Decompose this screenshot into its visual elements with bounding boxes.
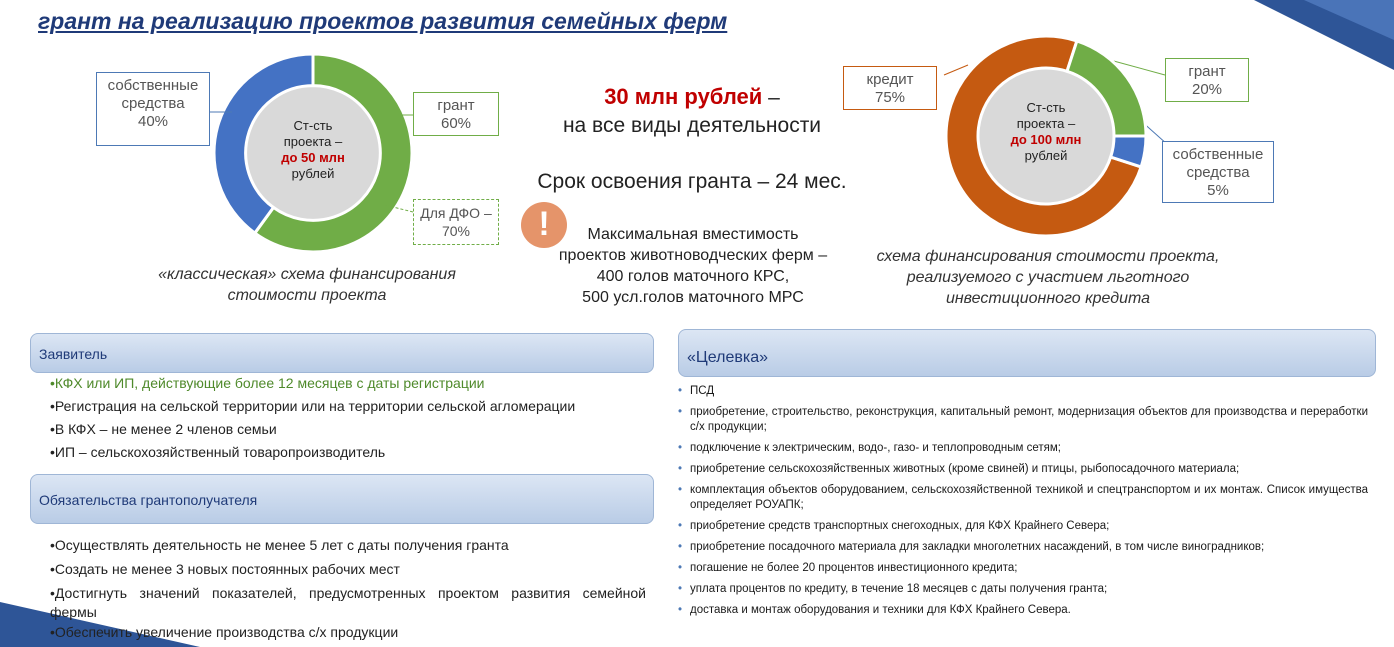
callout-label: собственные средства bbox=[107, 77, 199, 112]
capacity-line: Максимальная вместимость bbox=[587, 226, 799, 243]
capacity-info bbox=[540, 224, 846, 308]
callout-label: грант bbox=[1188, 63, 1226, 80]
list-item: •КФХ или ИП, действующие более 12 месяцев с даты регистрации bbox=[50, 375, 485, 391]
callout-label: Для ДФО – 70% bbox=[420, 205, 492, 239]
callout-label: кредит bbox=[866, 71, 914, 88]
callout-value: 20% bbox=[1191, 81, 1223, 98]
list-item: • приобретение посадочного материала для закладки многолетних насаждений, в том числе виноградников; bbox=[678, 540, 1368, 555]
right-donut-center bbox=[996, 100, 1096, 164]
center-line: проекта – bbox=[283, 134, 343, 149]
caption-line: «классическая» схема финансирования bbox=[158, 266, 456, 283]
own-funds-callout bbox=[96, 72, 210, 146]
center-line: проекта – bbox=[1016, 116, 1076, 131]
capacity-line: 500 усл.голов маточного МРС bbox=[582, 289, 804, 306]
left-chart-caption bbox=[120, 264, 494, 306]
page-title: грант на реализацию проектов развития семейных ферм bbox=[38, 8, 728, 34]
applicant-list bbox=[50, 375, 575, 467]
center-line: рублей bbox=[291, 166, 335, 181]
caption-line: стоимости проекта bbox=[227, 287, 387, 304]
list-item: •Осуществлять деятельность не менее 5 лет с даты получения гранта bbox=[50, 537, 509, 553]
applicant-header: Заявитель bbox=[30, 333, 654, 373]
grant-amount-dash: – bbox=[762, 86, 780, 109]
list-item: •Обеспечить увеличение производства с/х продукции bbox=[50, 624, 399, 640]
grant-term: Срок освоения гранта – 24 мес. bbox=[537, 170, 847, 193]
list-item: • ПСД bbox=[678, 384, 1368, 399]
list-item: • комплектация объектов оборудованием, сельскохозяйственной техникой и спецтранспортом и их монтаж. Список имущества определяет РОУАПК; bbox=[678, 483, 1368, 513]
grant-amount-value: 30 млн рублей bbox=[604, 84, 763, 109]
capacity-line: проектов животноводческих ферм – bbox=[558, 247, 828, 264]
target-use-header: «Целевка» bbox=[678, 329, 1376, 377]
center-line: Ст-сть bbox=[1026, 100, 1066, 115]
list-item: • доставка и монтаж оборудования и техники для КФХ Крайнего Севера. bbox=[678, 603, 1368, 618]
callout-value: 60% bbox=[440, 115, 472, 132]
own-funds-callout bbox=[1162, 141, 1274, 203]
grant-callout bbox=[1165, 58, 1249, 102]
center-line: рублей bbox=[1024, 148, 1068, 163]
list-item: • уплата процентов по кредиту, в течение 18 месяцев с даты получения гранта; bbox=[678, 582, 1368, 597]
credit-callout bbox=[843, 66, 937, 110]
callout-label: грант bbox=[437, 97, 475, 114]
callout-value: 40% bbox=[137, 113, 169, 130]
list-item: • приобретение сельскохозяйственных животных (кроме свиней) и птицы, рыбопосадочного материала; bbox=[678, 462, 1368, 477]
exclamation-icon: ! bbox=[521, 202, 567, 248]
right-chart-caption bbox=[846, 246, 1250, 309]
list-item: •Регистрация на сельской территории или на территории сельской агломерации bbox=[50, 398, 576, 414]
list-item: •Создать не менее 3 новых постоянных рабочих мест bbox=[50, 561, 400, 577]
obligations-list bbox=[50, 537, 646, 644]
callout-value: 75% bbox=[874, 89, 906, 106]
list-item: •ИП – сельскохозяйственный товаропроизводитель bbox=[50, 444, 386, 460]
caption-line: схема финансирования стоимости проекта, bbox=[876, 248, 1220, 265]
center-line: Ст-сть bbox=[293, 118, 333, 133]
grant-callout bbox=[413, 92, 499, 136]
callout-label: собственные средства bbox=[1172, 146, 1264, 181]
list-item: • подключение к электрическим, водо-, газо- и теплопроводным сетям; bbox=[678, 441, 1368, 456]
grant-amount bbox=[520, 84, 864, 138]
list-item: • приобретение, строительство, реконструкция, капитальный ремонт, модернизация объектов для производства и переработки с/х продукции; bbox=[678, 405, 1368, 435]
list-item: • приобретение средств транспортных снегоходных, для КФХ Крайнего Севера; bbox=[678, 519, 1368, 534]
target-use-list bbox=[678, 384, 1368, 624]
list-item: • погашение не более 20 процентов инвестиционного кредита; bbox=[678, 561, 1368, 576]
caption-line: реализуемого с участием льготного bbox=[906, 269, 1190, 286]
list-item: •Достигнуть значений показателей, предусмотренных проектом развития семейной фермы bbox=[50, 585, 646, 620]
callout-value: 5% bbox=[1207, 182, 1229, 199]
caption-line: инвестиционного кредита bbox=[945, 290, 1151, 307]
center-value: до 50 млн bbox=[281, 150, 345, 165]
center-value: до 100 млн bbox=[1010, 132, 1082, 147]
grant-amount-scope: на все виды деятельности bbox=[562, 114, 822, 137]
capacity-line: 400 голов маточного КРС, bbox=[596, 268, 790, 285]
list-item: •В КФХ – не менее 2 членов семьи bbox=[50, 421, 277, 437]
obligations-header: Обязательства грантополучателя bbox=[30, 474, 654, 524]
dfo-callout bbox=[413, 199, 499, 245]
